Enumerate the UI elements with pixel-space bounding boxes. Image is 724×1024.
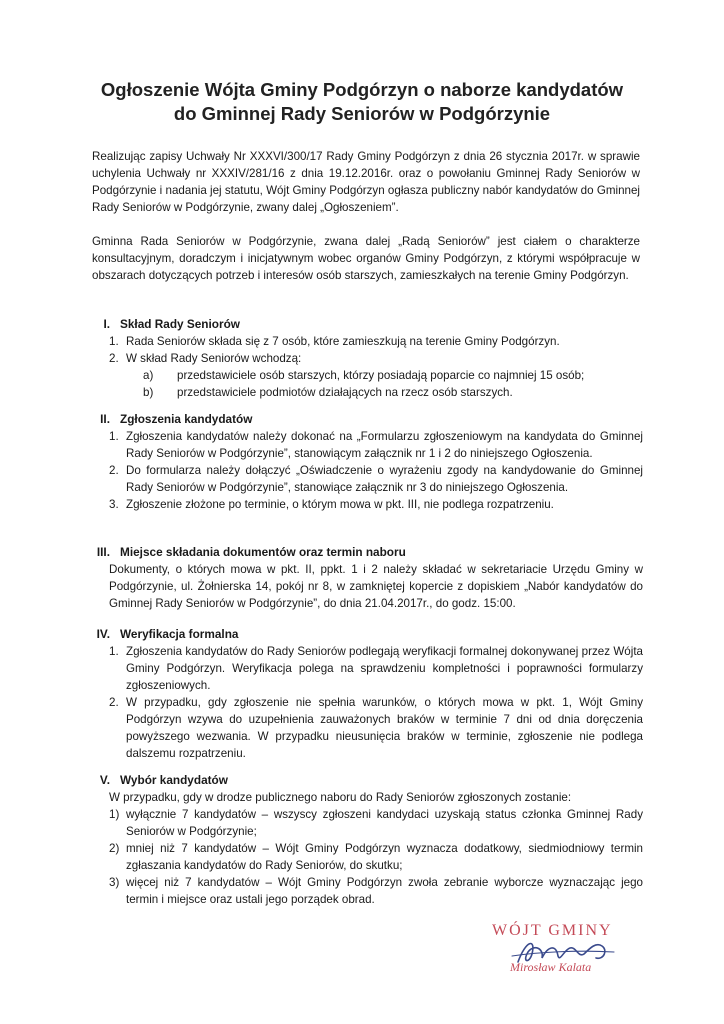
section-body-3: Dokumenty, o których mowa w pkt. II, ppkt. 1 i 2 należy składać w sekretariacie Urzędu Gminy w Podgórzynie, ul. Żołnierska 14, pokój nr 8, w zamkniętej kopercie z dopiskiem „Nabór kandydatów do Gminnej Rady Seniorów w Podgórzynie”, do dnia 21.04.2017r., do godz. 15:00. bbox=[109, 563, 643, 610]
item-text: Do formularza należy dołączyć „Oświadczenie o wyrażeniu zgody na kandydowanie do Gminnej Rady Seniorów w Podgórzynie”, stanowiące załącznik nr 3 do niniejszego Ogłoszenia. bbox=[126, 464, 643, 494]
sub-item-text: przedstawiciele osób starszych, którzy posiadają poparcie co najmniej 15 osób; bbox=[177, 369, 585, 382]
section-title: Miejsce składania dokumentów oraz termin naboru bbox=[120, 545, 406, 559]
item-number: 2. bbox=[109, 464, 119, 477]
list-item bbox=[109, 350, 643, 401]
section-number: III. bbox=[96, 545, 110, 559]
stamp-name: Mirosław Kalata bbox=[510, 960, 592, 974]
section-body-5 bbox=[109, 789, 643, 908]
official-stamp bbox=[490, 922, 640, 982]
item-text: Zgłoszenia kandydatów do Rady Seniorów podlegają weryfikacji formalnej dokonywanej przez Wójta Gminy Podgórzyn. Weryfikacja polega na sprawdzeniu kompletności i poprawności formularzy zgłoszeniowych. bbox=[126, 645, 643, 692]
item-text: wyłącznie 7 kandydatów – wszyscy zgłoszeni kandydaci uzyskają status członka Gminnej Rady Seniorów w Podgórzynie; bbox=[126, 808, 643, 838]
list-item bbox=[109, 333, 643, 350]
item-number: 2. bbox=[109, 696, 119, 709]
list-item bbox=[109, 462, 643, 496]
list-item bbox=[109, 806, 643, 840]
item-number: 3) bbox=[109, 876, 120, 889]
item-number: 1. bbox=[109, 335, 119, 348]
intro-paragraph: Realizując zapisy Uchwały Nr XXXVI/300/17 Rady Gminy Podgórzyn z dnia 26 stycznia 2017r. w sprawie uchylenia Uchwały nr XXXIV/281/16 z dnia 19.12.2016r. oraz o powołaniu Gminnej Rady Seniorów w Podgórzynie i nadania jej statutu, Wójt Gminy Podgórzyn ogłasza publiczny nabór kandydatów do Gminnej Rady Seniorów w Podgórzynie, zwany dalej „Ogłoszeniem”. bbox=[92, 150, 640, 214]
item-text: W skład Rady Seniorów wchodzą: bbox=[126, 352, 302, 365]
section-title: Weryfikacja formalna bbox=[120, 627, 239, 641]
stamp-title: WÓJT GMINY bbox=[492, 922, 613, 939]
list-item bbox=[109, 840, 643, 874]
item-number: 2. bbox=[109, 352, 119, 365]
section-body-2 bbox=[109, 428, 643, 513]
section-lead-text: W przypadku, gdy w drodze publicznego naboru do Rady Seniorów zgłoszonych zostanie: bbox=[109, 791, 572, 804]
section-title: Skład Rady Seniorów bbox=[120, 317, 240, 331]
document-title bbox=[60, 78, 664, 126]
section-number: IV. bbox=[96, 627, 110, 641]
item-number: 1. bbox=[109, 430, 119, 443]
section-number: I. bbox=[103, 317, 110, 331]
section-body-1 bbox=[109, 333, 643, 401]
section-heading-5 bbox=[88, 772, 648, 789]
list-item bbox=[109, 643, 643, 694]
title-line-2: do Gminnej Rady Seniorów w Podgórzynie bbox=[173, 103, 551, 124]
item-number: 1) bbox=[109, 808, 120, 821]
item-text: mniej niż 7 kandydatów – Wójt Gminy Podgórzyn wyznacza dodatkowy, siedmiodniowy termin zgłaszania kandydatów do Rady Seniorów, do skutku; bbox=[126, 842, 643, 872]
section-body-4 bbox=[109, 643, 643, 762]
item-text: Zgłoszenia kandydatów należy dokonać na „Formularzu zgłoszeniowym na kandydata do Gminnej Rady Seniorów w Podgórzynie”, stanowiącym załącznik nr 1 i 2 do niniejszego Ogłoszenia. bbox=[126, 430, 643, 460]
item-number: 2) bbox=[109, 842, 120, 855]
section-heading-2 bbox=[88, 411, 648, 428]
list-item bbox=[109, 874, 643, 908]
sub-item-letter: b) bbox=[143, 386, 154, 399]
item-text: W przypadku, gdy zgłoszenie nie spełnia warunków, o których mowa w pkt. 1, Wójt Gminy Podgórzyn wzywa do uzupełnienia zauważonych braków w terminie 7 dni od dnia doręczenia powyższego wezwania. W przypadku nieusunięcia braków w terminie, zgłoszenie nie podlega dalszemu rozpatrzeniu. bbox=[126, 696, 643, 760]
section-title: Wybór kandydatów bbox=[120, 773, 228, 787]
section-number: V. bbox=[99, 773, 110, 787]
section-number: II. bbox=[100, 412, 110, 426]
list-item bbox=[109, 694, 643, 762]
section-title: Zgłoszenia kandydatów bbox=[120, 412, 253, 426]
definition-paragraph: Gminna Rada Seniorów w Podgórzynie, zwana dalej „Radą Seniorów” jest ciałem o charakterze konsultacyjnym, doradczym i inicjatywnym wobec organów Gminy Podgórzyn, z którymi współpracuje w obszarach dotyczących potrzeb i interesów osób starszych, zamieszkałych na terenie Gminy Podgórzyn. bbox=[92, 235, 640, 282]
item-number: 1. bbox=[109, 645, 119, 658]
list-item bbox=[109, 428, 643, 462]
sub-list-item bbox=[143, 367, 643, 384]
item-text: więcej niż 7 kandydatów – Wójt Gminy Podgórzyn zwoła zebranie wyborcze wyznaczając jego termin i miejsce oraz ustali jego porządek obrad. bbox=[126, 876, 643, 906]
section-heading-4 bbox=[88, 626, 648, 643]
item-number: 3. bbox=[109, 498, 119, 511]
sub-list-item bbox=[143, 384, 643, 401]
item-text: Rada Seniorów składa się z 7 osób, które zamieszkują na terenie Gminy Podgórzyn. bbox=[126, 335, 560, 348]
sub-item-letter: a) bbox=[143, 369, 154, 382]
list-item bbox=[109, 496, 643, 513]
title-line-1: Ogłoszenie Wójta Gminy Podgórzyn o naborze kandydatów bbox=[100, 79, 624, 100]
section-heading-1 bbox=[88, 316, 648, 333]
section-heading-3 bbox=[88, 544, 648, 561]
sub-item-text: przedstawiciele podmiotów działających na rzecz osób starszych. bbox=[177, 386, 513, 399]
item-text: Zgłoszenie złożone po terminie, o którym mowa w pkt. III, nie podlega rozpatrzeniu. bbox=[126, 498, 554, 511]
